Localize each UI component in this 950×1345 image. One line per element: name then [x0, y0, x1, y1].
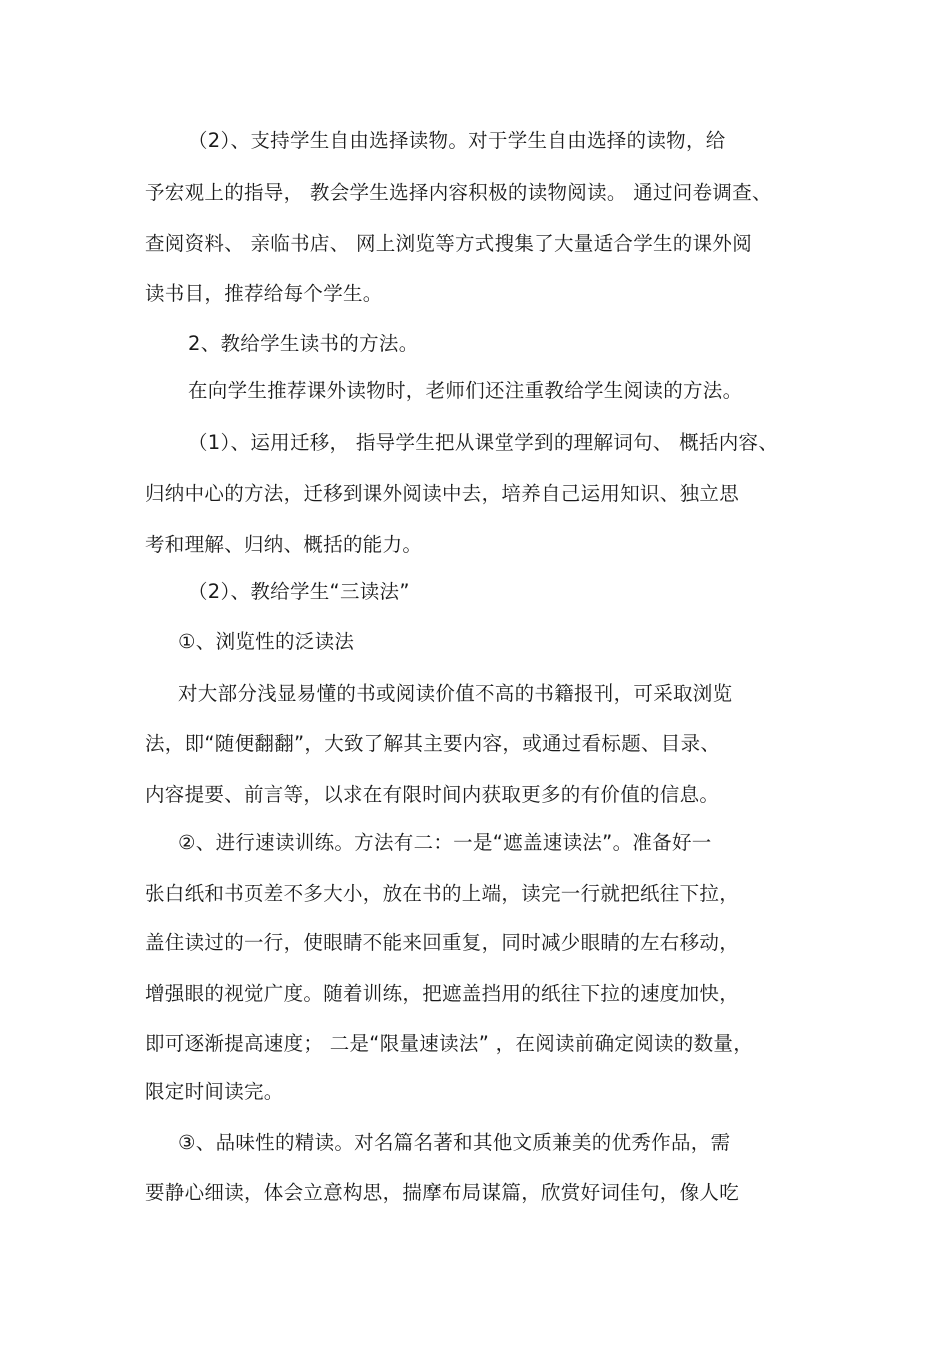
text-line: 查阅资料、 亲临书店、 网上浏览等方式搜集了大量适合学生的课外阅	[145, 232, 752, 255]
text-line: ②、进行速读训练。方法有二：一是“遮盖速读法”。准备好一	[178, 831, 712, 854]
text-line: （2）、支持学生自由选择读物。对于学生自由选择的读物，给	[188, 129, 726, 152]
text-line: 增强眼的视觉广度。随着训练，把遮盖挡用的纸往下拉的速度加快，	[145, 982, 740, 1005]
text-line: 予宏观上的指导， 教会学生选择内容积极的读物阅读。 通过问卷调查、	[145, 181, 772, 204]
text-line: 限定时间读完。	[145, 1080, 284, 1103]
text-line: （1）、运用迁移， 指导学生把从课堂学到的理解词句、 概括内容、	[188, 431, 779, 454]
text-line: 即可逐渐提高速度； 二是“限量速读法” ，在阅读前确定阅读的数量，	[145, 1032, 754, 1055]
text-line: 盖住读过的一行，使眼睛不能来回重复，同时减少眼睛的左右移动，	[145, 931, 740, 954]
text-line: 归纳中心的方法，迁移到课外阅读中去，培养自己运用知识、独立思	[145, 482, 740, 505]
text-line: 张白纸和书页差不多大小，放在书的上端，读完一行就把纸往下拉，	[145, 882, 740, 905]
section-heading: 2、教给学生读书的方法。	[188, 332, 419, 355]
text-line: 考和理解、归纳、概括的能力。	[145, 533, 423, 556]
text-line: 对大部分浅显易懂的书或阅读价值不高的书籍报刊，可采取浏览	[178, 682, 733, 705]
text-line: 在向学生推荐课外读物时，老师们还注重教给学生阅读的方法。	[188, 379, 743, 402]
text-line: 法，即“随便翻翻”，大致了解其主要内容，或通过看标题、目录、	[145, 732, 721, 755]
text-line: 内容提要、前言等，以求在有限时间内获取更多的有价值的信息。	[145, 783, 720, 806]
subsection-heading: （2）、教给学生“三读法”	[188, 580, 410, 603]
text-line: 要静心细读，体会立意构思，揣摩布局谋篇，欣赏好词佳句，像人吃	[145, 1181, 740, 1204]
text-line: 读书目，推荐给每个学生。	[145, 282, 383, 305]
subsection-heading: ①、浏览性的泛读法	[178, 630, 355, 653]
text-line: ③、品味性的精读。对名篇名著和其他文质兼美的优秀作品，需	[178, 1131, 731, 1154]
